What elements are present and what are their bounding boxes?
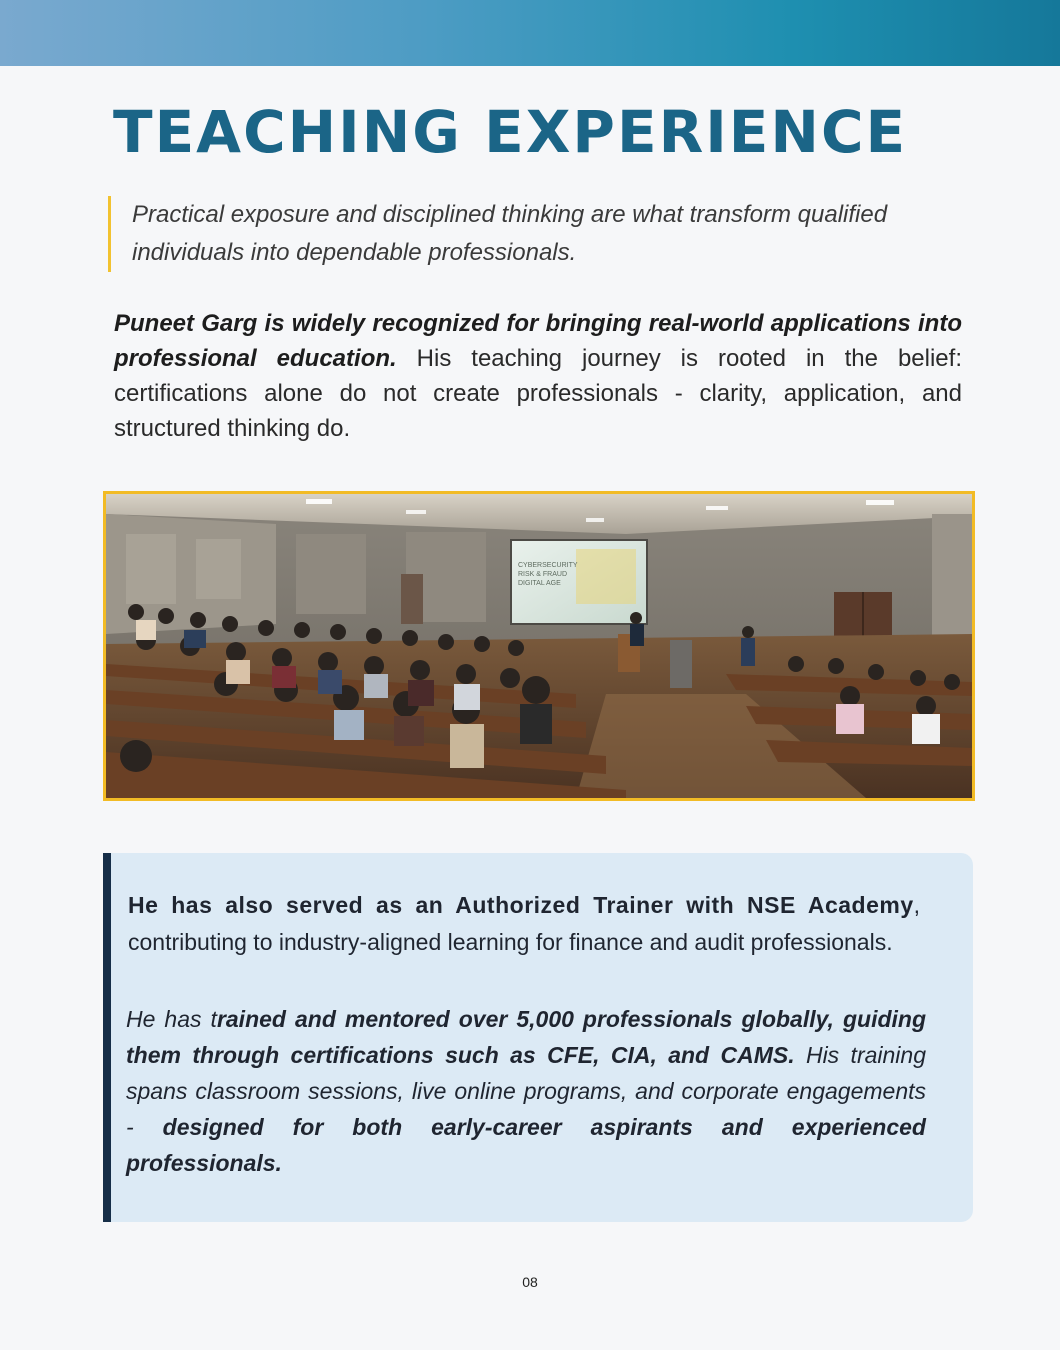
callout-training-start: He has t <box>126 1006 217 1032</box>
intro-paragraph <box>114 306 962 446</box>
trainer-callout <box>103 853 973 1222</box>
pull-quote <box>108 196 992 272</box>
classroom-photo <box>103 491 975 801</box>
classroom-illustration <box>106 494 972 798</box>
page-number: 08 <box>522 1274 538 1290</box>
callout-nse-body: , contributing to industry-aligned learning for finance and audit professionals. <box>128 892 920 955</box>
callout-paragraph-training <box>126 1001 926 1181</box>
callout-paragraph-nse <box>128 887 920 961</box>
callout-training-highlight: rained and mentored over 5,000 professionals globally, guiding them through certifications such as CFE, CIA, and CAMS. <box>126 1006 926 1068</box>
intro-body: His teaching journey is rooted in the belief: certifications alone do not create professionals - clarity, application, and structured thinking do. <box>114 345 962 442</box>
screen-line-3: DIGITAL AGE <box>518 580 561 587</box>
callout-training-body: His training spans classroom sessions, live online programs, and corporate engagements - <box>126 1042 926 1140</box>
callout-training-closing: designed for both early-career aspirants and experienced professionals. <box>126 1114 926 1176</box>
pull-quote-text: Practical exposure and disciplined thinking are what transform qualified individuals into dependable professionals. <box>132 201 888 266</box>
page-title: TEACHING EXPERIENCE <box>113 98 908 166</box>
screen-line-2: RISK & FRAUD <box>518 571 568 578</box>
intro-lead: Puneet Garg is widely recognized for bringing real-world applications into professional education. <box>114 310 962 372</box>
screen-line-1: CYBERSECURITY <box>518 562 578 569</box>
header-band <box>0 0 1060 66</box>
callout-nse-highlight: He has also served as an Authorized Trainer with NSE Academy <box>128 892 914 918</box>
